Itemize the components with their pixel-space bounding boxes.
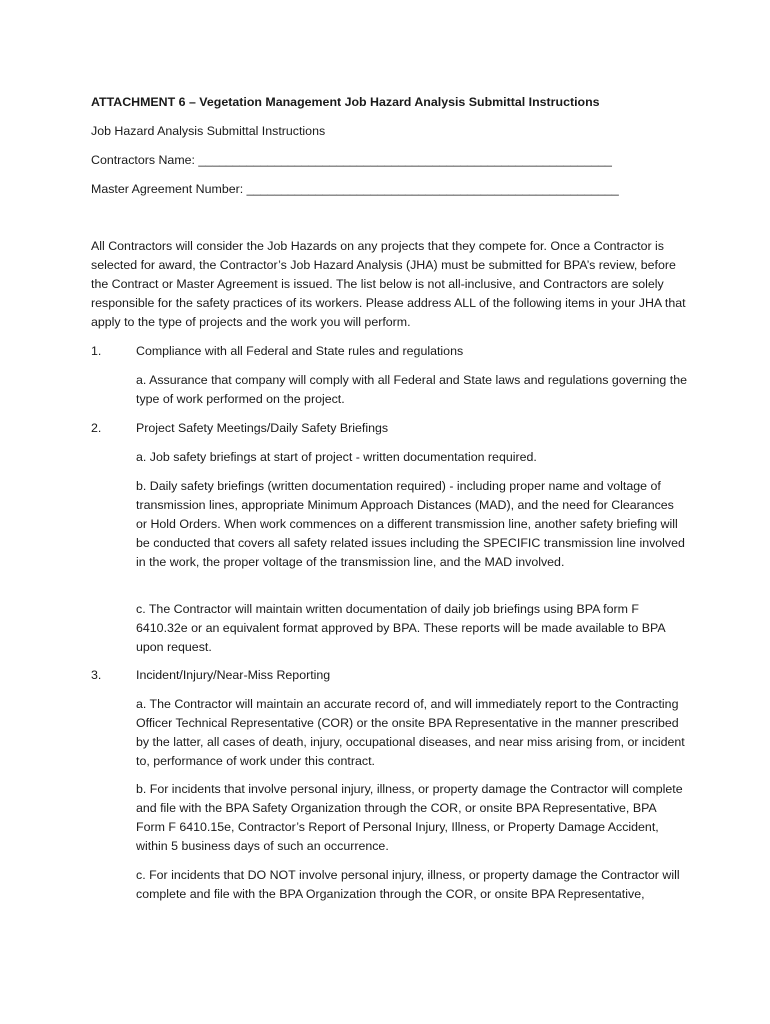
section-number: 3. [91,668,102,682]
section-heading: Project Safety Meetings/Daily Safety Briefings [136,421,389,435]
section-item: b. For incidents that involve personal injury, illness, or property damage the Contractor will complete and file with the BPA Safety Organization through the COR, or onsite BPA Representative, BPA Form F 6410.15e, Contractor’s Report of Personal Injury, Illness, or Property Damage Accident, within 5 business days of such an occurrence. [136,782,683,853]
section-item: b. Daily safety briefings (written documentation required) - including proper name and voltage of transmission lines, appropriate Minimum Approach Distances (MAD), and the need for Clearances or Hold Orders. When work commences on a different transmission line, another safety briefing will be conducted that covers all safety related issues including the SPECIFIC transmission line involved in the work, the proper voltage of the transmission line, and the MAD involved. [136,479,685,569]
section-heading: Incident/Injury/Near-Miss Reporting [136,668,331,682]
section-item: c. The Contractor will maintain written documentation of daily job briefings using BPA form F 6410.32e or an equivalent format approved by BPA. These reports will be made available to BPA upon request. [136,602,665,654]
section-item: a. The Contractor will maintain an accurate record of, and will immediately report to the Contracting Officer Technical Representative (COR) or the onsite BPA Representative in the manner prescribed by the latter, all cases of death, injury, occupational diseases, and near miss arising from, or incident to, performance of work under this contract. [136,697,685,768]
intro-paragraph: All Contractors will consider the Job Hazards on any projects that they compete for. Once a Contractor is selected for award, the Contractor’s Job Hazard Analysis (JHA) must be submitted for BPA’s review, before the Contract or Master Agreement is issued. The list below is not all-inclusive, and Contractors are solely responsible for the safety practices of its workers. Please address ALL of the following items in your JHA that apply to the type of projects and the work you will perform. [91,239,686,329]
document-subtitle: Job Hazard Analysis Submittal Instructions [91,124,326,138]
section-item: a. Job safety briefings at start of project - written documentation required. [136,450,537,464]
document-title: ATTACHMENT 6 – Vegetation Management Job Hazard Analysis Submittal Instructions [91,95,600,109]
section-number: 1. [91,344,102,358]
section-item: a. Assurance that company will comply with all Federal and State laws and regulations governing the type of work performed on the project. [136,373,687,406]
section-heading: Compliance with all Federal and State rules and regulations [136,344,464,358]
master-agreement-line: Master Agreement Number: ______________________________________________________ [91,182,619,196]
section-item: c. For incidents that DO NOT involve personal injury, illness, or property damage the Contractor will complete and file with the BPA Organization through the COR, or onsite BPA Representative, [136,868,680,901]
section-number: 2. [91,421,102,435]
contractor-name-line: Contractors Name: ____________________________________________________________ [91,153,612,167]
